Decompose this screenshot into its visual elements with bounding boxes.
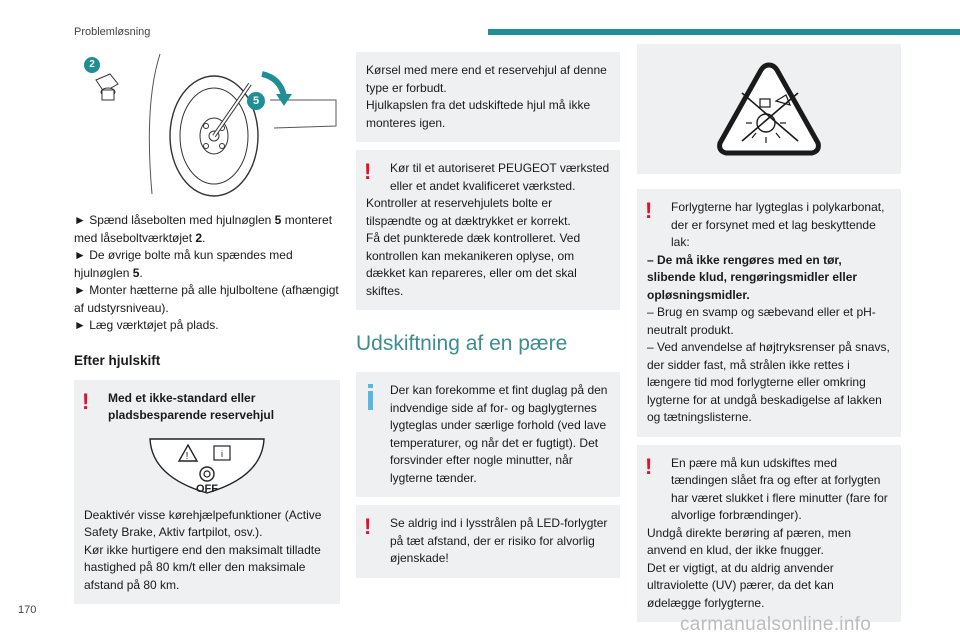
after-wheel-change-heading: Efter hjulskift [74,352,161,368]
warning-icon: ! [364,514,372,539]
wheel-bolt-drawing [74,44,340,202]
polycarbonate-warning-box: ! Forlygterne har lygteglas i polykarbonat, der er forsynet med et lag beskyttende lak: – De må ikke rengøres med en tør, slibende klud, rengøringsmidler eller opløsningsmidler. – Brug en svamp og sæbevand eller et pH-neutralt produkt. – Ved anvendelse af højtryksrenser på snavs, der sidder fast, må strålen ikke rettes i længere tid mod forlygterne eller omkring lygterne for at undgå beskadigelse af lakken og tætningslisterne. [637,189,901,437]
warning-icon: ! [364,159,372,184]
polycarbonate-item-1: – De må ikke rengøres med en tør, slibende klud, rengøringsmidler eller opløsningsmidler. [647,252,858,302]
spare-wheel-illustration [74,44,340,202]
warning-body-1: Deaktivér visse kørehjælpefunktioner (Active Safety Brake, Aktiv fartpilot, osv.). [84,507,322,539]
column-2 [356,52,620,578]
info-icon [368,384,373,410]
instruction-1: ► Spænd låsebolten med hjulnøglen 5 monteret med låseboltværktøjet 2. [74,213,333,245]
warning-icon: ! [645,198,653,223]
off-label: OFF [196,482,218,495]
workshop-body-2: Få det punkterede dæk kontrolleret. Ved kontrollen kan mekanikeren oplyse, om dækket kan repareres, eller om det skal skiftes. [366,231,581,298]
workshop-body-1: Kontroller at reservehjulets bolte er tilspændte og at dæktrykket er korrekt. [366,196,571,228]
wheel-instructions [74,212,340,335]
no-cleaning-warning-icon [714,61,824,157]
polycarbonate-item-2: – Brug en svamp og sæbevand eller et pH-neutralt produkt. [647,305,876,337]
watermark: carmanualsonline.info [680,614,872,635]
driver-assist-panel [146,437,268,495]
bulb-body-1: Undgå direkte berøring af pæren, men anvend en klud, der ikke fnugger. [647,525,852,557]
instruction-2: ► De øvrige bolte må kun spændes med hjulnøglen 5. [74,248,293,280]
svg-text:i: i [221,448,223,459]
no-lamp-cleaning-symbol-box [637,44,901,174]
instruction-4: ► Læg værktøjet på plads. [74,318,219,332]
spare-wheel-warning-box [74,380,340,605]
led-warning-box: ! Se aldrig ind i lysstrålen på LED-forlygter på tæt afstand, der er risiko for alvorlig øjenskade! [356,505,620,578]
warning-icon: ! [82,388,90,414]
instruction-3: ► Monter hætterne på alle hjulboltene (afhængigt af udstyrsniveau). [74,283,339,315]
note-2: Hjulkapslen fra det udskiftede hjul må ikke monteres igen. [366,98,591,130]
header-accent-bar [488,29,960,35]
column-3 [637,44,901,622]
badge-5: 5 [247,92,265,110]
condensation-info-box: Der kan forekomme et fint duglag på den indvendige side af for- og baglygternes lygteglas under særlige forhold (ved lave temperaturer, og når det er fugtigt). Det forsvinder efter nogle minutter, når lygterne tænder. [356,372,620,497]
warning-title: Med et ikke-standard eller pladsbesparende reservehjul [108,390,275,422]
note-1: Kørsel med mere end et reservehjul af denne type er forbudt. [366,63,607,95]
warning-body-2: Kør ikke hurtigere end den maksimalt tilladte hastighed på 80 km/t eller den maksimale afstand på 80 km. [84,542,321,592]
column-1 [74,44,340,604]
header-title: Problemløsning [74,26,151,38]
badge-2: 2 [84,57,100,73]
warning-icon: ! [645,453,653,479]
workshop-warning-box: ! Kør til et autoriseret PEUGEOT værksted eller et andet kvalificeret værksted. Kontroller at reservehjulets bolte er tilspændte og at dæktrykket er korrekt. Få det punkterede dæk kontrolleret. Ved kontrollen kan mekanikeren oplyse, om dækket kan repareres, eller om det skal skiftes. [356,150,620,310]
bulb-body-2: Det er vigtigt, at du aldrig anvender ultraviolette (UV) pærer, da det kan ødelægge forlygterne. [647,560,834,610]
bulb-replacement-heading: Udskiftning af en pære [356,332,568,355]
page-number: 170 [18,604,37,616]
polycarbonate-item-3: – Ved anvendelse af højtryksrenser på snavs, der sidder fast, må strålen ikke rettes i længere tid mod forlygterne eller omkring lygterne for at undgå beskadigelse af lakken og tætningslisterne. [647,340,890,424]
svg-text:!: ! [185,450,189,462]
spare-wheel-note-box [356,52,620,142]
bulb-safety-warning-box: ! En pære må kun udskiftes med tændingen slået fra og efter at forlygten har været slukket i flere minutter (fare for alvorlige forbrændinger). Undgå direkte berøring af pæren, men anvend en klud, der ikke fnugger. Det er vigtigt, at du aldrig anvender ultraviolette (UV) pærer, da det kan ødelægge forlygterne. [637,445,901,623]
